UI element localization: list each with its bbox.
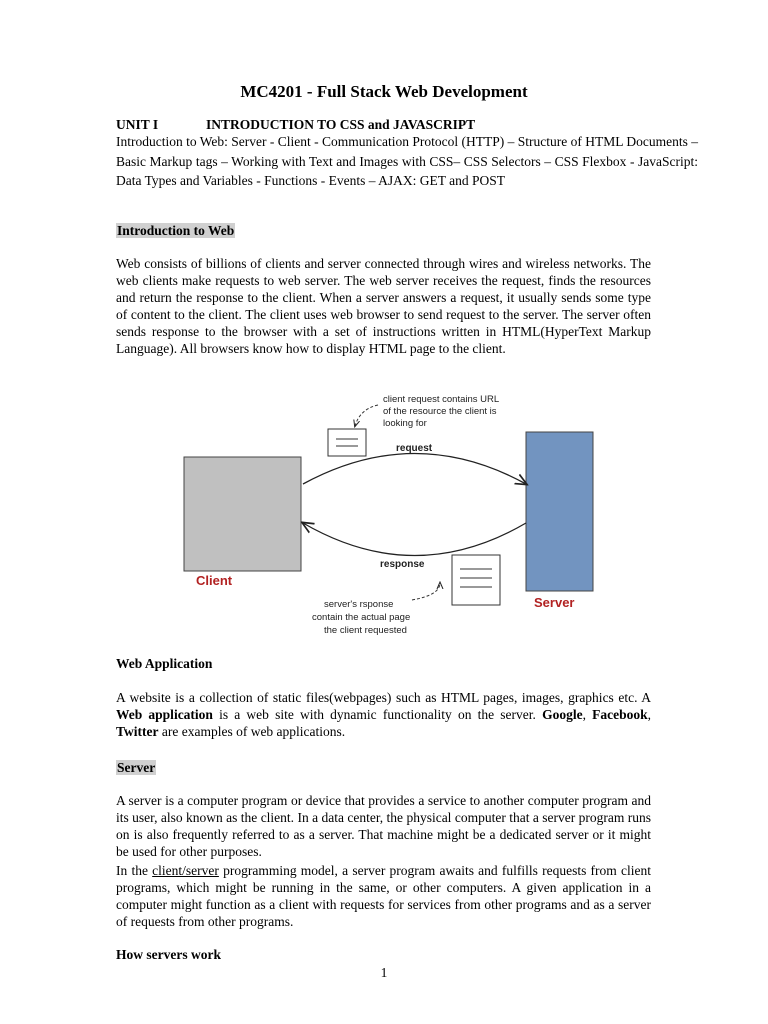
server-heading	[116, 760, 156, 776]
request-note-pointer	[355, 405, 378, 426]
how-servers-heading: How servers work	[116, 947, 221, 962]
client-server-link[interactable]: client/server	[152, 863, 219, 878]
intro-heading	[116, 223, 235, 239]
server-paragraph-2	[116, 863, 651, 931]
webapp-text-1: A website is a collection of static files(webpages) such as HTML pages, images, graphics etc. A	[116, 690, 651, 705]
webapp-comma-1: ,	[582, 706, 593, 722]
webapp-comma-2: ,	[647, 706, 651, 722]
unit-heading	[116, 117, 475, 133]
client-label: Client	[196, 573, 233, 588]
webapp-paragraph	[116, 690, 651, 741]
server-p2-end: programming model, a server program awaits and fulfills requests from client programs, which might be running in the same, or other computers. A given application in a computer might function as a client with requests for services from other programs and as a server of requests from other programs.	[116, 863, 651, 929]
response-document-icon	[452, 555, 500, 605]
request-document-icon	[328, 429, 366, 456]
response-note-line-3: the client requested	[324, 625, 407, 636]
request-arrow	[303, 454, 526, 485]
syllabus-text: Introduction to Web: Server - Client - Communication Protocol (HTTP) – Structure of HTML Documents – Basic Markup tags – Working with Text and Images with CSS– CSS Selectors – CSS Flexbox - JavaScript: Data Types and Variables - Functions - Events – AJAX: GET and POST	[116, 134, 698, 188]
webapp-text-2: is a web site with dynamic functionality on the server.	[212, 706, 543, 722]
webapp-google: Google	[542, 706, 583, 722]
server-paragraph-1: A server is a computer program or device that provides a service to another computer program and its user, also known as the client. In a data center, the physical computer that a server program runs on is also frequently referred to as a server. That machine might be a dedicated server or it might be used for other purposes.	[116, 793, 651, 859]
client-server-diagram	[170, 383, 620, 643]
page-number: 1	[380, 965, 388, 980]
request-note-line-1: client request contains URL	[383, 394, 500, 405]
server-box	[526, 432, 593, 591]
document-title: MC4201 - Full Stack Web Development	[240, 82, 528, 101]
webapp-heading: Web Application	[116, 656, 213, 671]
request-note-line-3: looking for	[383, 418, 427, 429]
request-note-line-2: of the resource the client is	[383, 406, 497, 417]
client-box	[184, 457, 301, 571]
response-note-line-2: contain the actual page	[312, 612, 411, 623]
response-note-line-1: server's rsponse	[324, 599, 394, 610]
request-label: request	[396, 443, 433, 454]
webapp-text-3: are examples of web applications.	[158, 723, 346, 739]
webapp-facebook: Facebook	[592, 706, 648, 722]
webapp-twitter: Twitter	[116, 723, 159, 739]
server-heading-text: Server	[117, 760, 156, 775]
response-arrow	[303, 523, 526, 556]
server-p2-start: In the	[116, 863, 153, 878]
server-label: Server	[534, 595, 575, 610]
response-label: response	[380, 559, 425, 570]
unit-title: INTRODUCTION TO CSS and JAVASCRIPT	[206, 117, 476, 132]
intro-heading-text: Introduction to Web	[117, 223, 235, 238]
unit-number: UNIT I	[116, 117, 159, 132]
webapp-bold-term: Web application	[116, 706, 213, 722]
response-note-pointer	[412, 583, 440, 600]
intro-paragraph: Web consists of billions of clients and server connected through wires and wireless networks. The web clients make requests to web server. The web server receives the request, finds the resources and return the response to the client. When a server answers a request, it usually sends some type of content to the client. The client uses web browser to send request to the server. The server often sends response to the browser with a set of instructions written in HTML(HyperText Markup Language). All browsers know how to display HTML page to the client.	[116, 256, 651, 356]
